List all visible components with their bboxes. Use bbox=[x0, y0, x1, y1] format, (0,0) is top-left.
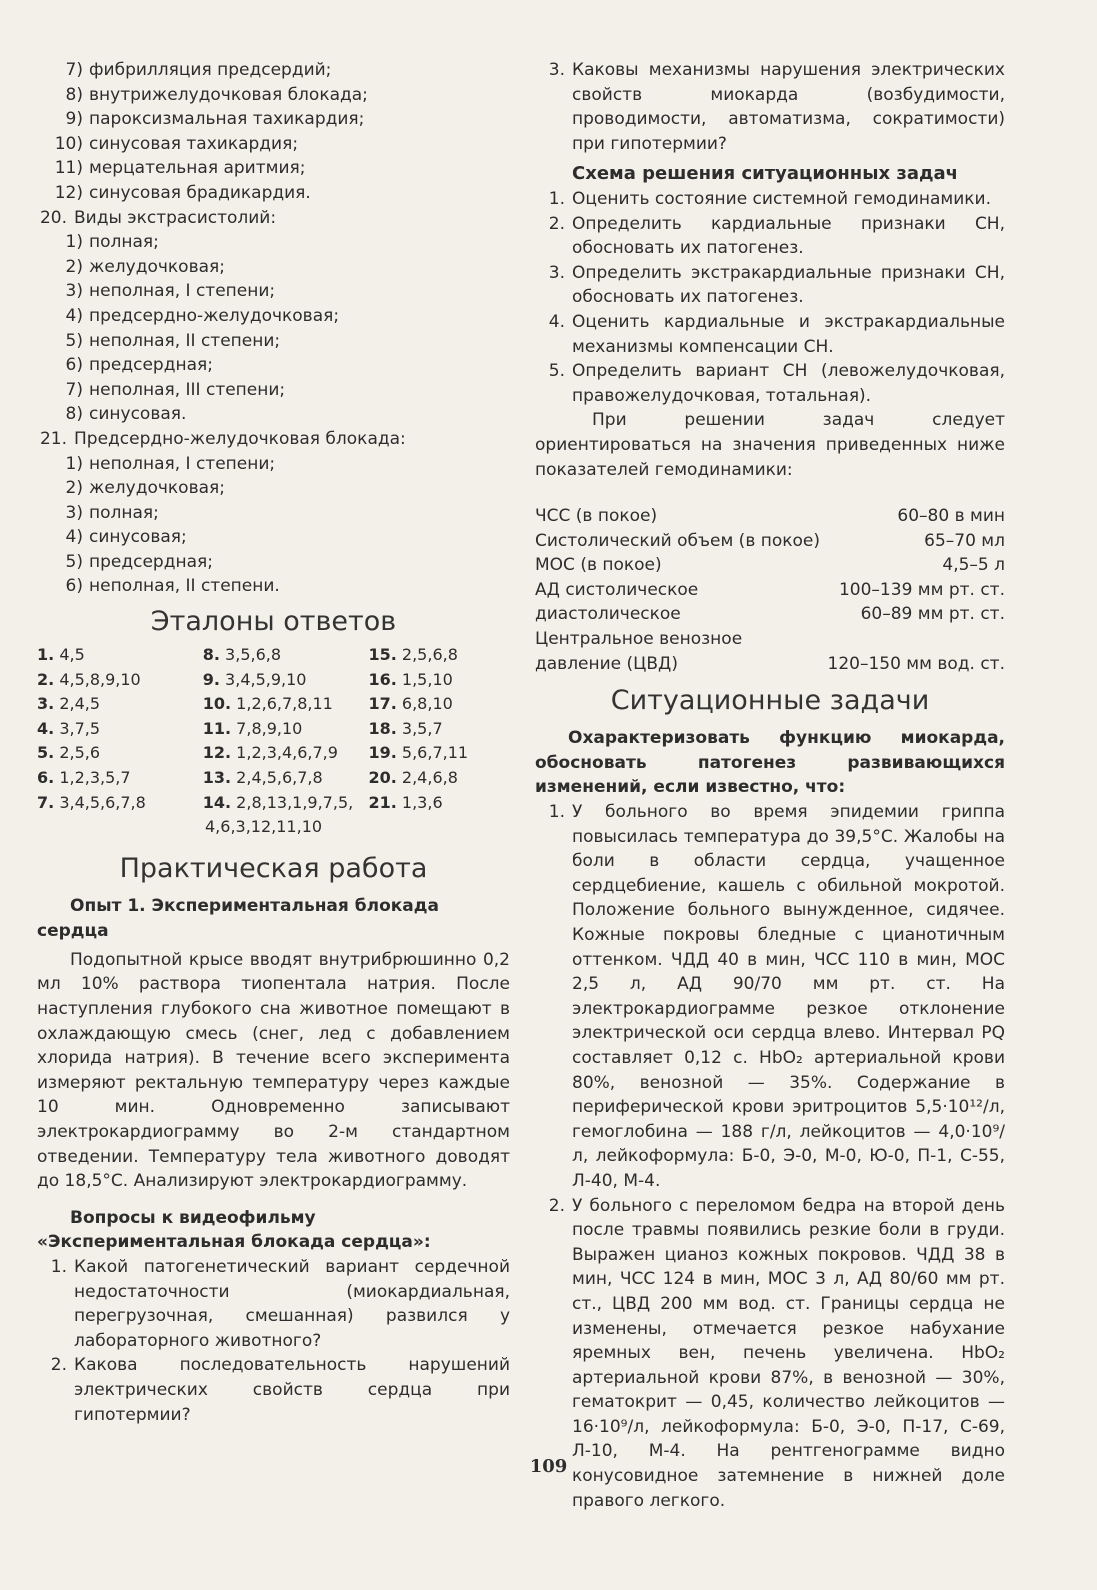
list-item: 4) синусовая; bbox=[65, 527, 187, 548]
question-21: 21. Предсердно-желудочковая блокада: bbox=[39, 428, 406, 449]
list-item: 5) предсердная; bbox=[65, 551, 213, 572]
list-q21-items bbox=[37, 452, 510, 600]
list-item: 11) мерцательная аритмия; bbox=[54, 158, 306, 179]
list-item: 2) желудочковая; bbox=[65, 256, 225, 277]
left-column bbox=[37, 58, 510, 1427]
list-item: 9) пароксизмальная тахикардия; bbox=[65, 109, 365, 130]
list-item: 2) желудочковая; bbox=[65, 478, 225, 499]
answers-heading: Эталоны ответов bbox=[150, 606, 397, 638]
table-row: 4,6,3,12,11,10 bbox=[205, 817, 323, 837]
list-q19-items bbox=[37, 58, 510, 206]
answers-table bbox=[37, 643, 477, 840]
table-row: 1. 4,5 8. 3,5,6,8 15. 2,5,6,8 bbox=[37, 645, 458, 665]
list-item: 12) синусовая брадикардия. bbox=[54, 182, 311, 203]
table-row: ЧСС (в покое) 60–80 в мин bbox=[535, 506, 1005, 527]
list-item: 10) синусовая тахикардия; bbox=[54, 133, 299, 154]
table-row: 7. 3,4,5,6,7,8 14. 2,8,13,1,9,7,5, 21. 1,3,6 bbox=[37, 792, 443, 812]
table-row: 4. 3,7,5 11. 7,8,9,10 18. 3,5,7 bbox=[37, 718, 443, 738]
norms-table bbox=[535, 504, 1005, 676]
table-row: Систолический объем (в покое) 65–70 мл bbox=[535, 530, 1005, 551]
orient-text: При решении задач следует ориентироваться на значения приведенных ниже показателей гемодинамики: bbox=[535, 410, 1005, 480]
list-item: 8) синусовая. bbox=[65, 404, 187, 425]
table-row: АД систолическое 100–139 мм рт. ст. bbox=[535, 579, 1005, 600]
experiment-text: Подопытной крысе вводят внутрибрюшинно 0,2 мл 10% раствора тиопентала натрия. После наступления глубокого сна животное помещают в охлаждающую смесь (снег, лед с добавлением хлорида натрия). В течение всего эксперимента измеряют ректальную температуру через каждые 10 мин. Одновременно записывают электрокардиограмму во 2-м стандартном отведении. Температуру тела животного доводят до 18,5°С. Анализируют электрокардиограмму. bbox=[37, 949, 510, 1192]
list-item: 2. Определить кардиальные признаки СН, обосновать их патогенез. bbox=[548, 213, 1005, 259]
table-row: 5. 2,5,6 12. 1,2,3,4,6,7,9 19. 5,6,7,11 bbox=[37, 743, 469, 763]
experiment-title: Опыт 1. Экспериментальная блокада сердца bbox=[37, 895, 439, 941]
list-item: 3) неполная, I степени; bbox=[65, 281, 276, 302]
question-20: 20. Виды экстрасистолий: bbox=[39, 207, 277, 228]
list-item: 6) неполная, II степени. bbox=[65, 576, 280, 597]
list-item: 8) внутрижелудочковая блокада; bbox=[65, 84, 368, 105]
tasks-intro: Охарактеризовать функцию миокарда, обосновать патогенез развивающихся изменений, если известно, что: bbox=[535, 728, 1005, 798]
question-3: 3. Каковы механизмы нарушения электрических свойств миокарда (возбудимости, проводимости, автоматизма, сократимости) при гипотермии? bbox=[548, 60, 1005, 154]
table-row: Центральное венозное bbox=[535, 629, 743, 650]
tasks-heading: Ситуационные задачи bbox=[610, 685, 930, 717]
list-q20-items bbox=[37, 230, 510, 427]
list-item: 3) полная; bbox=[65, 502, 159, 523]
table-row: диастолическое 60–89 мм рт. ст. bbox=[535, 604, 1005, 625]
list-item: 3. Определить экстракардиальные признаки СН, обосновать их патогенез. bbox=[548, 262, 1005, 308]
page-number: 109 bbox=[529, 1456, 568, 1477]
scheme-list bbox=[535, 187, 1005, 408]
list-item: 5) неполная, II степени; bbox=[65, 330, 281, 351]
tasks-list bbox=[535, 800, 1005, 1513]
scheme-heading: Схема решения ситуационных задач bbox=[572, 163, 959, 185]
list-item: 7) неполная, III степени; bbox=[65, 379, 286, 400]
table-row: давление (ЦВД) 120–150 мм вод. ст. bbox=[535, 653, 1005, 674]
practical-heading: Практическая работа bbox=[119, 852, 428, 884]
table-row: 6. 1,2,3,5,7 13. 2,4,5,6,7,8 20. 2,4,6,8 bbox=[37, 768, 458, 788]
list-item: 1. Оценить состояние системной гемодинамики. bbox=[548, 188, 991, 209]
right-column bbox=[535, 58, 1005, 1513]
list-item: 4) предсердно-желудочковая; bbox=[65, 305, 340, 326]
list-item: 1) полная; bbox=[65, 232, 159, 253]
video-questions-title: Вопросы к видеофильму «Экспериментальная блокада сердца»: bbox=[37, 1207, 431, 1253]
list-item: 1. У больного во время эпидемии гриппа повысилась температура до 39,5°С. Жалобы на боли в области сердца, учащенное сердцебиение, кашель с обильной мокротой. Положение больного вынужденное, сидячее. Кожные покровы бледные с цианотичным оттенком. ЧДД 40 в мин, ЧСС 110 в мин, МОС 2,5 л, АД 90/70 мм рт. ст. На электрокардиограмме резкое отклонение электрической оси сердца влево. Интервал PQ составляет 0,12 с. HbO₂ артериальной крови 80%, венозной — 35%. Содержание в периферической крови эритроцитов 5,5·10¹²/л, гемоглобина — 188 г/л, лейкоцитов — 4,0·10⁹/л, лейкоформула: Б-0, Э-0, М-0, Ю-0, П-1, С-55, Л-40, М-4. bbox=[548, 802, 1005, 1191]
list-item: 7) фибрилляция предсердий; bbox=[65, 60, 332, 80]
list-item: 5. Определить вариант СН (левожелудочковая, правожелудочковая, тотальная). bbox=[548, 361, 1005, 406]
table-row: МОС (в покое) 4,5–5 л bbox=[535, 555, 1005, 576]
list-item: 1) неполная, I степени; bbox=[65, 453, 276, 474]
list-item: 1. Какой патогенетический вариант сердечной недостаточности (миокардиальная, перегрузочная, смешанная) развился у лабораторного животного? bbox=[50, 1256, 510, 1351]
list-item: 2. У больного с переломом бедра на второй день после травмы появились резкие боли в груди. Выражен цианоз кожных покровов. ЧДД 38 в мин, ЧСС 124 в мин, МОС 3 л, АД 80/60 мм рт. ст., ЦВД 200 мм вод. ст. Границы сердца не изменены, отмечается резкое набухание яремных вен, печень увеличена. HbO₂ артериальной крови 87%, в венозной — 30%, гематокрит — 0,45, количество лейкоцитов — 16·10⁹/л, лейкоформула: Б-0, Э-0, П-17, С-69, Л-10, М-4. На рентгенограмме видно конусовидное затемнение в нижней доле правого легкого. bbox=[548, 1195, 1005, 1511]
list-item: 2. Какова последовательность нарушений электрических свойств сердца при гипотермии? bbox=[50, 1355, 510, 1425]
table-row: 3. 2,4,5 10. 1,2,6,7,8,11 17. 6,8,10 bbox=[37, 694, 453, 714]
table-row: 2. 4,5,8,9,10 9. 3,4,5,9,10 16. 1,5,10 bbox=[37, 669, 453, 689]
list-item: 4. Оценить кардиальные и экстракардиальные механизмы компенсации СН. bbox=[548, 311, 1005, 357]
list-item: 6) предсердная; bbox=[65, 355, 213, 376]
video-questions-list bbox=[37, 1255, 510, 1427]
